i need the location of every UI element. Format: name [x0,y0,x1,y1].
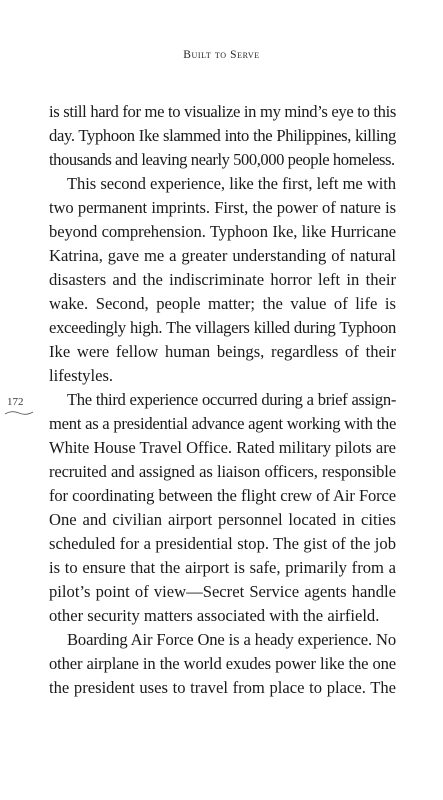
text-line: White House Travel Office. Rated military pilots are [49,438,396,457]
text-line: Boarding Air Force One is a heady experience. No [67,630,396,649]
text-line: The third experience occurred during a brief assign- [67,390,396,409]
text-line: day. Typhoon Ike slammed into the Philippines, killing [49,126,396,145]
text-line: lifestyles. [49,366,114,385]
text-line: is still hard for me to visualize in my mind’s eye to this [49,102,396,121]
text-line: beyond comprehension. Typhoon Ike, like Hurricane [49,222,396,241]
text-line: One and civilian airport personnel located in cities [49,510,396,529]
paragraph [49,172,396,388]
text-line: the president uses to travel from place to place. The [49,678,396,697]
text-line: for coordinating between the flight crew of Air Force [49,486,396,505]
running-head: Built to Serve [183,49,260,61]
text-line: This second experience, like the first, left me with [67,174,396,193]
text-line: recruited and assigned as liaison officers, responsible [49,462,396,481]
body-text [49,100,396,700]
text-line: other airplane in the world exudes power like the one [49,654,396,673]
page-number: 172 [7,396,24,408]
text-line: two permanent imprints. First, the power of nature is [49,198,396,217]
paragraph [49,628,396,700]
text-line: is to ensure that the airport is safe, primarily from a [49,558,396,577]
text-line: thousands and leaving nearly 500,000 people homeless. [49,150,395,169]
text-line: Katrina, gave me a greater understanding of natural [49,246,396,265]
text-line: Ike were fellow human beings, regardless of their [49,342,396,361]
page-number-rule [4,408,34,418]
text-line: other security matters associated with the airfield. [49,606,380,625]
text-line: scheduled for a presidential stop. The gist of the job [49,534,396,553]
text-line: ment as a presidential advance agent working with the [49,414,397,433]
text-line: disasters and the indiscriminate horror left in their [49,270,396,289]
text-line: pilot’s point of view—Secret Service agents handle [49,582,396,601]
paragraph [49,100,396,172]
text-line: exceedingly high. The villagers killed during Typhoon [49,318,396,337]
text-line: wake. Second, people matter; the value of life is [49,294,396,313]
paragraph [49,388,396,628]
